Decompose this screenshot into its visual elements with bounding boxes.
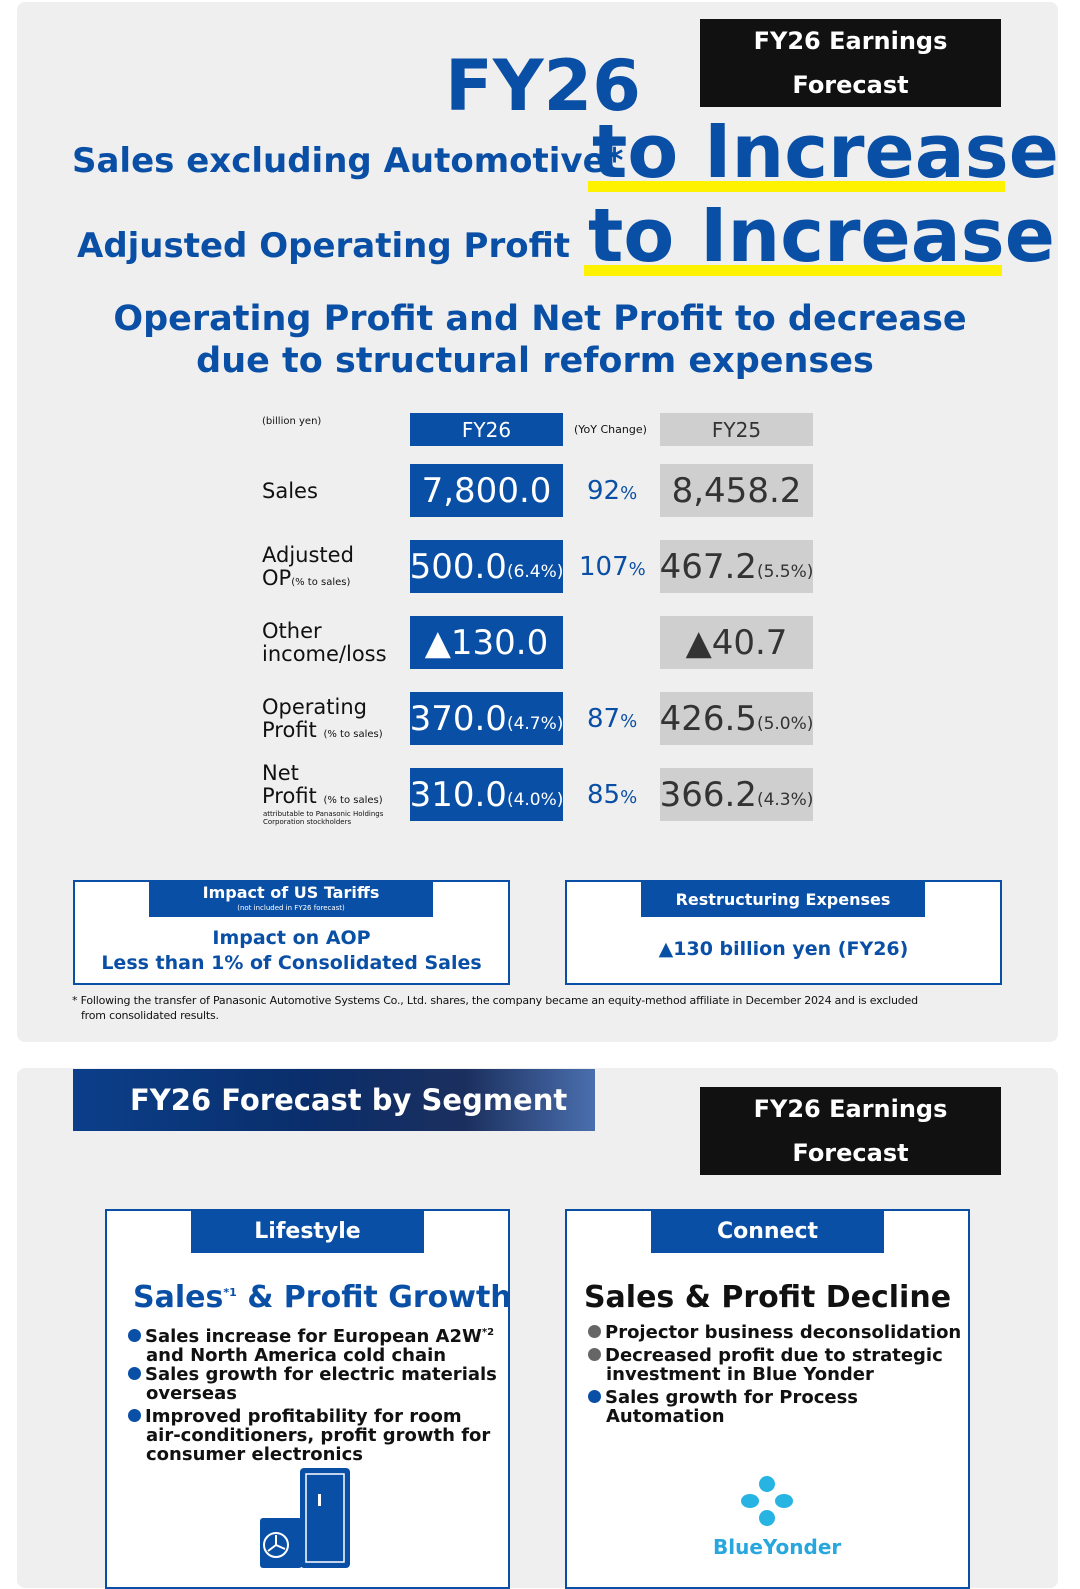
yoy-op-unit: % [620, 711, 638, 732]
tariffs-note: (not included in FY26 forecast) [237, 904, 345, 912]
lifestyle-bullet-1 [128, 1323, 494, 1365]
fy25-op-pct: (5.0%) [756, 713, 814, 734]
lifestyle-b1sup: *2 [481, 1327, 495, 1338]
lifestyle-title [133, 1280, 512, 1315]
row-label-other-a: Other [262, 619, 322, 643]
row-label-op-b: Profit [262, 718, 317, 742]
net-note-1: attributable to Panasonic Holdings [263, 810, 384, 818]
row-label-net-b: Profit [262, 784, 317, 808]
bullet-dot [128, 1409, 141, 1422]
tariffs-title: Impact of US Tariffs [202, 883, 380, 902]
fy-heading: FY26 [445, 45, 641, 127]
tariffs-line-2: Less than 1% of Consolidated Sales [101, 952, 482, 974]
row-label-aop-small: (% to sales) [291, 577, 351, 588]
fy25-net-pct: (4.3%) [756, 789, 814, 810]
earnings-forecast-badge: FY26 Earnings Forecast [700, 19, 1001, 107]
row-label-aop-a: Adjusted [262, 543, 354, 567]
blue-yonder-logo-text: BlueYonder [713, 1535, 842, 1559]
connect-b3b: Automation [606, 1406, 725, 1427]
net-note [263, 810, 383, 826]
heat-pump-icon [258, 1466, 358, 1570]
yoy-aop-unit: % [628, 559, 646, 580]
fy26-aop [410, 540, 563, 593]
fy25-sales-value: 8,458.2 [671, 470, 802, 511]
lifestyle-b2a: Sales growth for electric materials [145, 1364, 497, 1385]
connect-b2a: Decreased profit due to strategic [605, 1345, 943, 1366]
fy26-net-pct: (4.0%) [506, 789, 564, 810]
aop-increase: to Increase [588, 193, 1055, 279]
connect-bullet-1 [588, 1323, 961, 1342]
fy25-net [660, 768, 813, 821]
connect-title: Sales & Profit Decline [583, 1280, 952, 1315]
fy26-other [410, 616, 563, 669]
bullet-dot [588, 1348, 601, 1361]
footnote-line-2: from consolidated results. [81, 1009, 219, 1022]
lifestyle-b3c: consumer electronics [146, 1444, 363, 1465]
fy25-other-value: ▲40.7 [685, 622, 788, 663]
lifestyle-header: Lifestyle [191, 1211, 424, 1253]
connect-header: Connect [651, 1211, 884, 1253]
lifestyle-b1b: and North America cold chain [146, 1345, 447, 1366]
fy26-op [410, 692, 563, 745]
fy26-sales-value: 7,800.0 [421, 470, 552, 511]
connect-b1a: Projector business deconsolidation [605, 1322, 962, 1343]
fy26-net [410, 768, 563, 821]
fy25-op-value: 426.5 [659, 698, 757, 739]
fy26-aop-value: 500.0 [409, 546, 507, 587]
fy26-sales [410, 464, 563, 517]
fy25-other [660, 616, 813, 669]
fy26-aop-pct: (6.4%) [506, 561, 564, 582]
lifestyle-title-b: & Profit Growth [236, 1280, 512, 1315]
row-label-op-small: (% to sales) [323, 729, 383, 740]
fy25-sales [660, 464, 813, 517]
blue-yonder-logo-icon [740, 1474, 794, 1528]
fy26-other-value: ▲130.0 [424, 622, 549, 663]
bullet-dot [128, 1329, 141, 1342]
yoy-aop [579, 552, 646, 582]
tariffs-line-1: Impact on AOP [212, 927, 371, 949]
fy25-aop-pct: (5.5%) [756, 561, 814, 582]
segment-banner: FY26 Forecast by Segment [73, 1069, 595, 1131]
fy25-op [660, 692, 813, 745]
net-note-2: Corporation stockholders [263, 818, 352, 826]
aop-label: Adjusted Operating Profit [77, 226, 571, 266]
sales-label: Sales excluding Automotive* [72, 141, 624, 181]
subtitle-line-1: Operating Profit and Net Profit to decrease [113, 299, 967, 339]
fy25-aop-value: 467.2 [659, 546, 757, 587]
fy26-op-pct: (4.7%) [506, 713, 564, 734]
lifestyle-title-a: Sales [133, 1280, 224, 1315]
restructuring-value: ▲130 billion yen (FY26) [658, 938, 909, 960]
fy25-aop [660, 540, 813, 593]
yoy-op [587, 704, 637, 734]
segment-earnings-badge: FY26 Earnings Forecast [700, 1087, 1001, 1175]
yoy-aop-value: 107 [579, 552, 629, 582]
bullet-dot [128, 1367, 141, 1380]
lifestyle-b3b: air-conditioners, profit growth for [146, 1425, 491, 1446]
fy25-net-value: 366.2 [659, 774, 757, 815]
subtitle-line-2: due to structural reform expenses [196, 341, 874, 381]
col-header-yoy: (YoY Change) [574, 423, 647, 436]
bullet-dot [588, 1325, 601, 1338]
row-label-sales: Sales [262, 479, 318, 503]
row-label-net-a: Net [262, 761, 299, 785]
row-label-aop [262, 544, 354, 594]
row-label-aop-b: OP [262, 566, 292, 590]
col-header-fy25: FY25 [660, 413, 813, 446]
yoy-op-value: 87 [587, 704, 621, 734]
footnote-line-1: * Following the transfer of Panasonic Automotive Systems Co., Ltd. shares, the company became an equity-method affiliate in December 2024 and is excluded [72, 994, 918, 1007]
lifestyle-b1a: Sales increase for European A2W [145, 1326, 482, 1347]
sales-increase: to Increase [592, 109, 1059, 195]
lifestyle-b2b: overseas [146, 1383, 237, 1404]
yoy-net [587, 780, 637, 810]
connect-bullet-3 [588, 1388, 858, 1426]
row-label-other [262, 620, 387, 666]
lifestyle-title-sup: *1 [223, 1286, 237, 1299]
yoy-sales-unit: % [620, 483, 638, 504]
connect-bullet-2 [588, 1346, 943, 1384]
yoy-sales-value: 92 [587, 476, 621, 506]
footnote [72, 993, 918, 1023]
unit-label: (billion yen) [262, 416, 322, 427]
connect-b3a: Sales growth for Process [605, 1387, 858, 1408]
yoy-net-value: 85 [587, 780, 621, 810]
yoy-sales [587, 476, 637, 506]
fy26-op-value: 370.0 [409, 698, 507, 739]
tariffs-header [149, 882, 433, 917]
connect-b2b: investment in Blue Yonder [606, 1364, 874, 1385]
lifestyle-bullet-3 [128, 1407, 490, 1464]
row-label-op-a: Operating [262, 695, 367, 719]
bullet-dot [588, 1390, 601, 1403]
col-header-fy26: FY26 [410, 413, 563, 446]
lifestyle-b3a: Improved profitability for room [145, 1406, 462, 1427]
restructuring-header: Restructuring Expenses [641, 882, 925, 917]
row-label-net-small: (% to sales) [323, 795, 383, 806]
row-label-net [262, 762, 383, 812]
lifestyle-bullet-2 [128, 1365, 497, 1403]
row-label-op [262, 696, 383, 746]
fy26-net-value: 310.0 [409, 774, 507, 815]
row-label-other-b: income/loss [262, 642, 387, 666]
yoy-net-unit: % [620, 787, 638, 808]
